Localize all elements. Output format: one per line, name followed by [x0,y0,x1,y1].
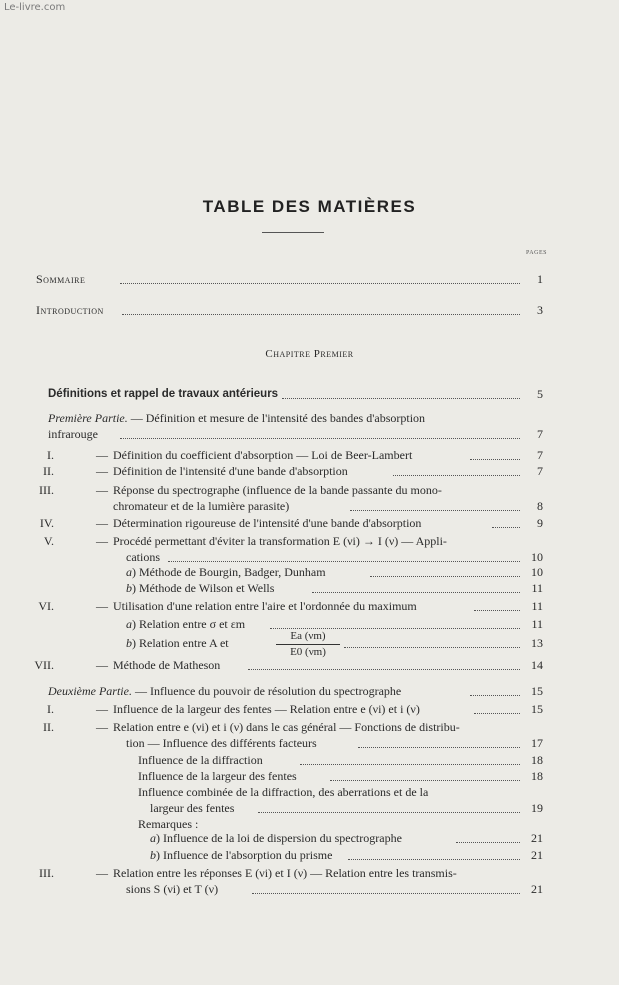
toc-row-leader [122,314,520,315]
toc-row [0,657,619,673]
toc-row-number: V. [43,534,54,548]
toc-row-number: I. [47,702,54,716]
toc-row [0,447,619,463]
toc-row [0,752,619,768]
toc-row-text: Sommaire [36,272,86,286]
toc-row-page: 18 [531,753,543,767]
toc-row [0,549,619,565]
watermark: Le-livre.com [4,2,66,13]
toc-row [0,768,619,784]
toc-row-page: 10 [531,550,543,564]
toc-row-leader [348,859,520,860]
toc-row-dash: — [96,483,108,497]
toc-row-leader [470,695,520,696]
toc-row [0,410,619,426]
toc-row [0,463,619,479]
toc-row-number: II. [43,464,54,478]
toc-row-page: 15 [531,702,543,716]
toc-row-page: 7 [537,464,543,478]
toc-row [0,498,619,514]
toc-row-text: b) Relation entre A et [126,636,229,650]
toc-row-text: Influence de la largeur des fentes [138,769,297,783]
toc-row [0,865,619,881]
toc-row-dash: — [96,599,108,613]
toc-row-text: tion — Influence des différents facteurs [126,736,317,750]
toc-row-dash: — [96,516,108,530]
toc-row-dash: — [96,658,108,672]
toc-row-text: Relation entre les réponses E (νi) et I (ν) — Relation entre les transmis- [113,866,457,880]
toc-row-number: IV. [39,516,54,530]
toc-row-text: Réponse du spectrographe (influence de la bande passante du mono- [113,483,442,497]
fraction-formula [276,630,340,659]
toc-row-leader [358,747,520,748]
toc-row [0,701,619,717]
toc-row-leader [350,510,520,511]
toc-row-page: 14 [531,658,543,672]
toc-row-text: Procédé permettant d'éviter la transformation E (νi) → I (ν) — Appli- [113,534,447,548]
toc-row-text: sions S (νi) et T (ν) [126,882,219,896]
toc-row-page: 21 [531,882,543,896]
toc-row-number: III. [39,483,54,497]
toc-row-text: b) Méthode de Wilson et Wells [126,581,275,595]
toc-row [0,533,619,549]
toc-row-leader [393,475,520,476]
fraction-denominator: E0 (νm) [290,646,326,658]
toc-row-text: chromateur et de la lumière parasite) [113,499,290,513]
toc-row-text: Définition du coefficient d'absorption — Loi de Beer-Lambert [113,448,413,462]
toc-row [0,683,619,699]
toc-row-leader [474,713,520,714]
toc-row-page: 11 [531,581,543,595]
toc-row-text: Définition de l'intensité d'une bande d'absorption [113,464,348,478]
toc-row [0,800,619,816]
toc-row-page: 7 [537,427,543,441]
toc-row-leader [470,459,520,460]
toc-row-leader [252,893,520,894]
toc-row-leader [492,527,520,528]
toc-row-dash: — [96,702,108,716]
page-title: TABLE DES MATIÈRES [202,197,417,216]
toc-row-text: Méthode de Matheson [113,658,221,672]
toc-row-page: 13 [531,636,543,650]
toc-row-page: 10 [531,565,543,579]
toc-row-text: Influence de la diffraction [138,753,263,767]
toc-row-text: Influence de la largeur des fentes — Relation entre e (νi) et i (ν) [113,702,420,716]
fraction-bar [276,644,340,645]
toc-row-leader [330,780,520,781]
toc-row-text: b) Influence de l'absorption du prisme [150,848,333,862]
toc-row-number: VI. [38,599,54,613]
toc-row-number: III. [39,866,54,880]
toc-row-dash: — [96,534,108,548]
toc-row-text: Influence combinée de la diffraction, des aberrations et de la [138,785,429,799]
toc-row-number: VII. [34,658,54,672]
toc-row-text: Utilisation d'une relation entre l'aire et l'ordonnée du maximum [113,599,417,613]
toc-row-text: cations [126,550,160,564]
toc-row-page: 9 [537,516,543,530]
toc-row-page: 21 [531,848,543,862]
toc-row [0,426,619,442]
toc-row [0,719,619,735]
toc-row-text: Détermination rigoureuse de l'intensité d'une bande d'absorption [113,516,422,530]
toc-row-dash: — [96,720,108,734]
toc-row-text: Définitions et rappel de travaux antérieurs [48,388,279,400]
toc-row [0,482,619,498]
toc-row-text: a) Méthode de Bourgin, Badger, Dunham [126,565,326,579]
toc-row-dash: — [96,448,108,462]
toc-row-text: Remarques : [138,817,199,831]
toc-row-leader [456,842,520,843]
toc-row-text: Introduction [36,303,104,317]
toc-row-page: 11 [531,599,543,613]
toc-row [0,271,619,287]
toc-row-page: 8 [537,499,543,513]
title-rule [262,232,324,233]
toc-row-leader [474,610,520,611]
toc-row-leader [344,647,520,648]
toc-row-leader [120,438,520,439]
pages-column-header: PAGES [526,250,547,256]
chapter-heading: Chapitre Premier [265,348,354,360]
toc-row [0,830,619,846]
toc-row-leader [370,576,520,577]
toc-row-leader [258,812,520,813]
toc-row-leader [282,398,520,399]
toc-row [0,784,619,800]
toc-row-dash: — [96,464,108,478]
toc-row-page: 15 [531,684,543,698]
toc-row-leader [300,764,520,765]
toc-row-text: largeur des fentes [150,801,235,815]
toc-row [0,515,619,531]
toc-row-page: 18 [531,769,543,783]
toc-row-leader [270,628,520,629]
toc-row-leader [168,561,520,562]
toc-row [0,302,619,318]
toc-row-page: 3 [537,303,543,317]
toc-row-number: I. [47,448,54,462]
toc-row-page: 21 [531,831,543,845]
toc-row-text: Relation entre e (νi) et i (ν) dans le cas général — Fonctions de distribu- [113,720,460,734]
toc-row-number: II. [43,720,54,734]
toc-row-text: Première Partie. — Définition et mesure de l'intensité des bandes d'absorption [48,411,426,425]
toc-row [0,580,619,596]
toc-row-page: 11 [531,617,543,631]
toc-row-page: 1 [537,272,543,286]
toc-row [0,735,619,751]
toc-row [0,881,619,897]
toc-row-text: Deuxième Partie. — Influence du pouvoir de résolution du spectrographe [48,684,402,698]
toc-row-page: 17 [531,736,543,750]
toc-row-page: 7 [537,448,543,462]
toc-row-leader [248,669,520,670]
toc-row [0,386,619,402]
toc-row [0,847,619,863]
toc-row-text: a) Relation entre σ et εm [126,617,246,631]
toc-row-page: 19 [531,801,543,815]
toc-row-dash: — [96,866,108,880]
toc-row-leader [312,592,520,593]
toc-row-text: infrarouge [48,427,98,441]
toc-row [0,564,619,580]
fraction-numerator: Ea (νm) [290,630,326,642]
toc-row-text: a) Influence de la loi de dispersion du spectrographe [150,831,402,845]
toc-row-leader [120,283,520,284]
toc-row-page: 5 [537,387,543,401]
toc-row [0,598,619,614]
